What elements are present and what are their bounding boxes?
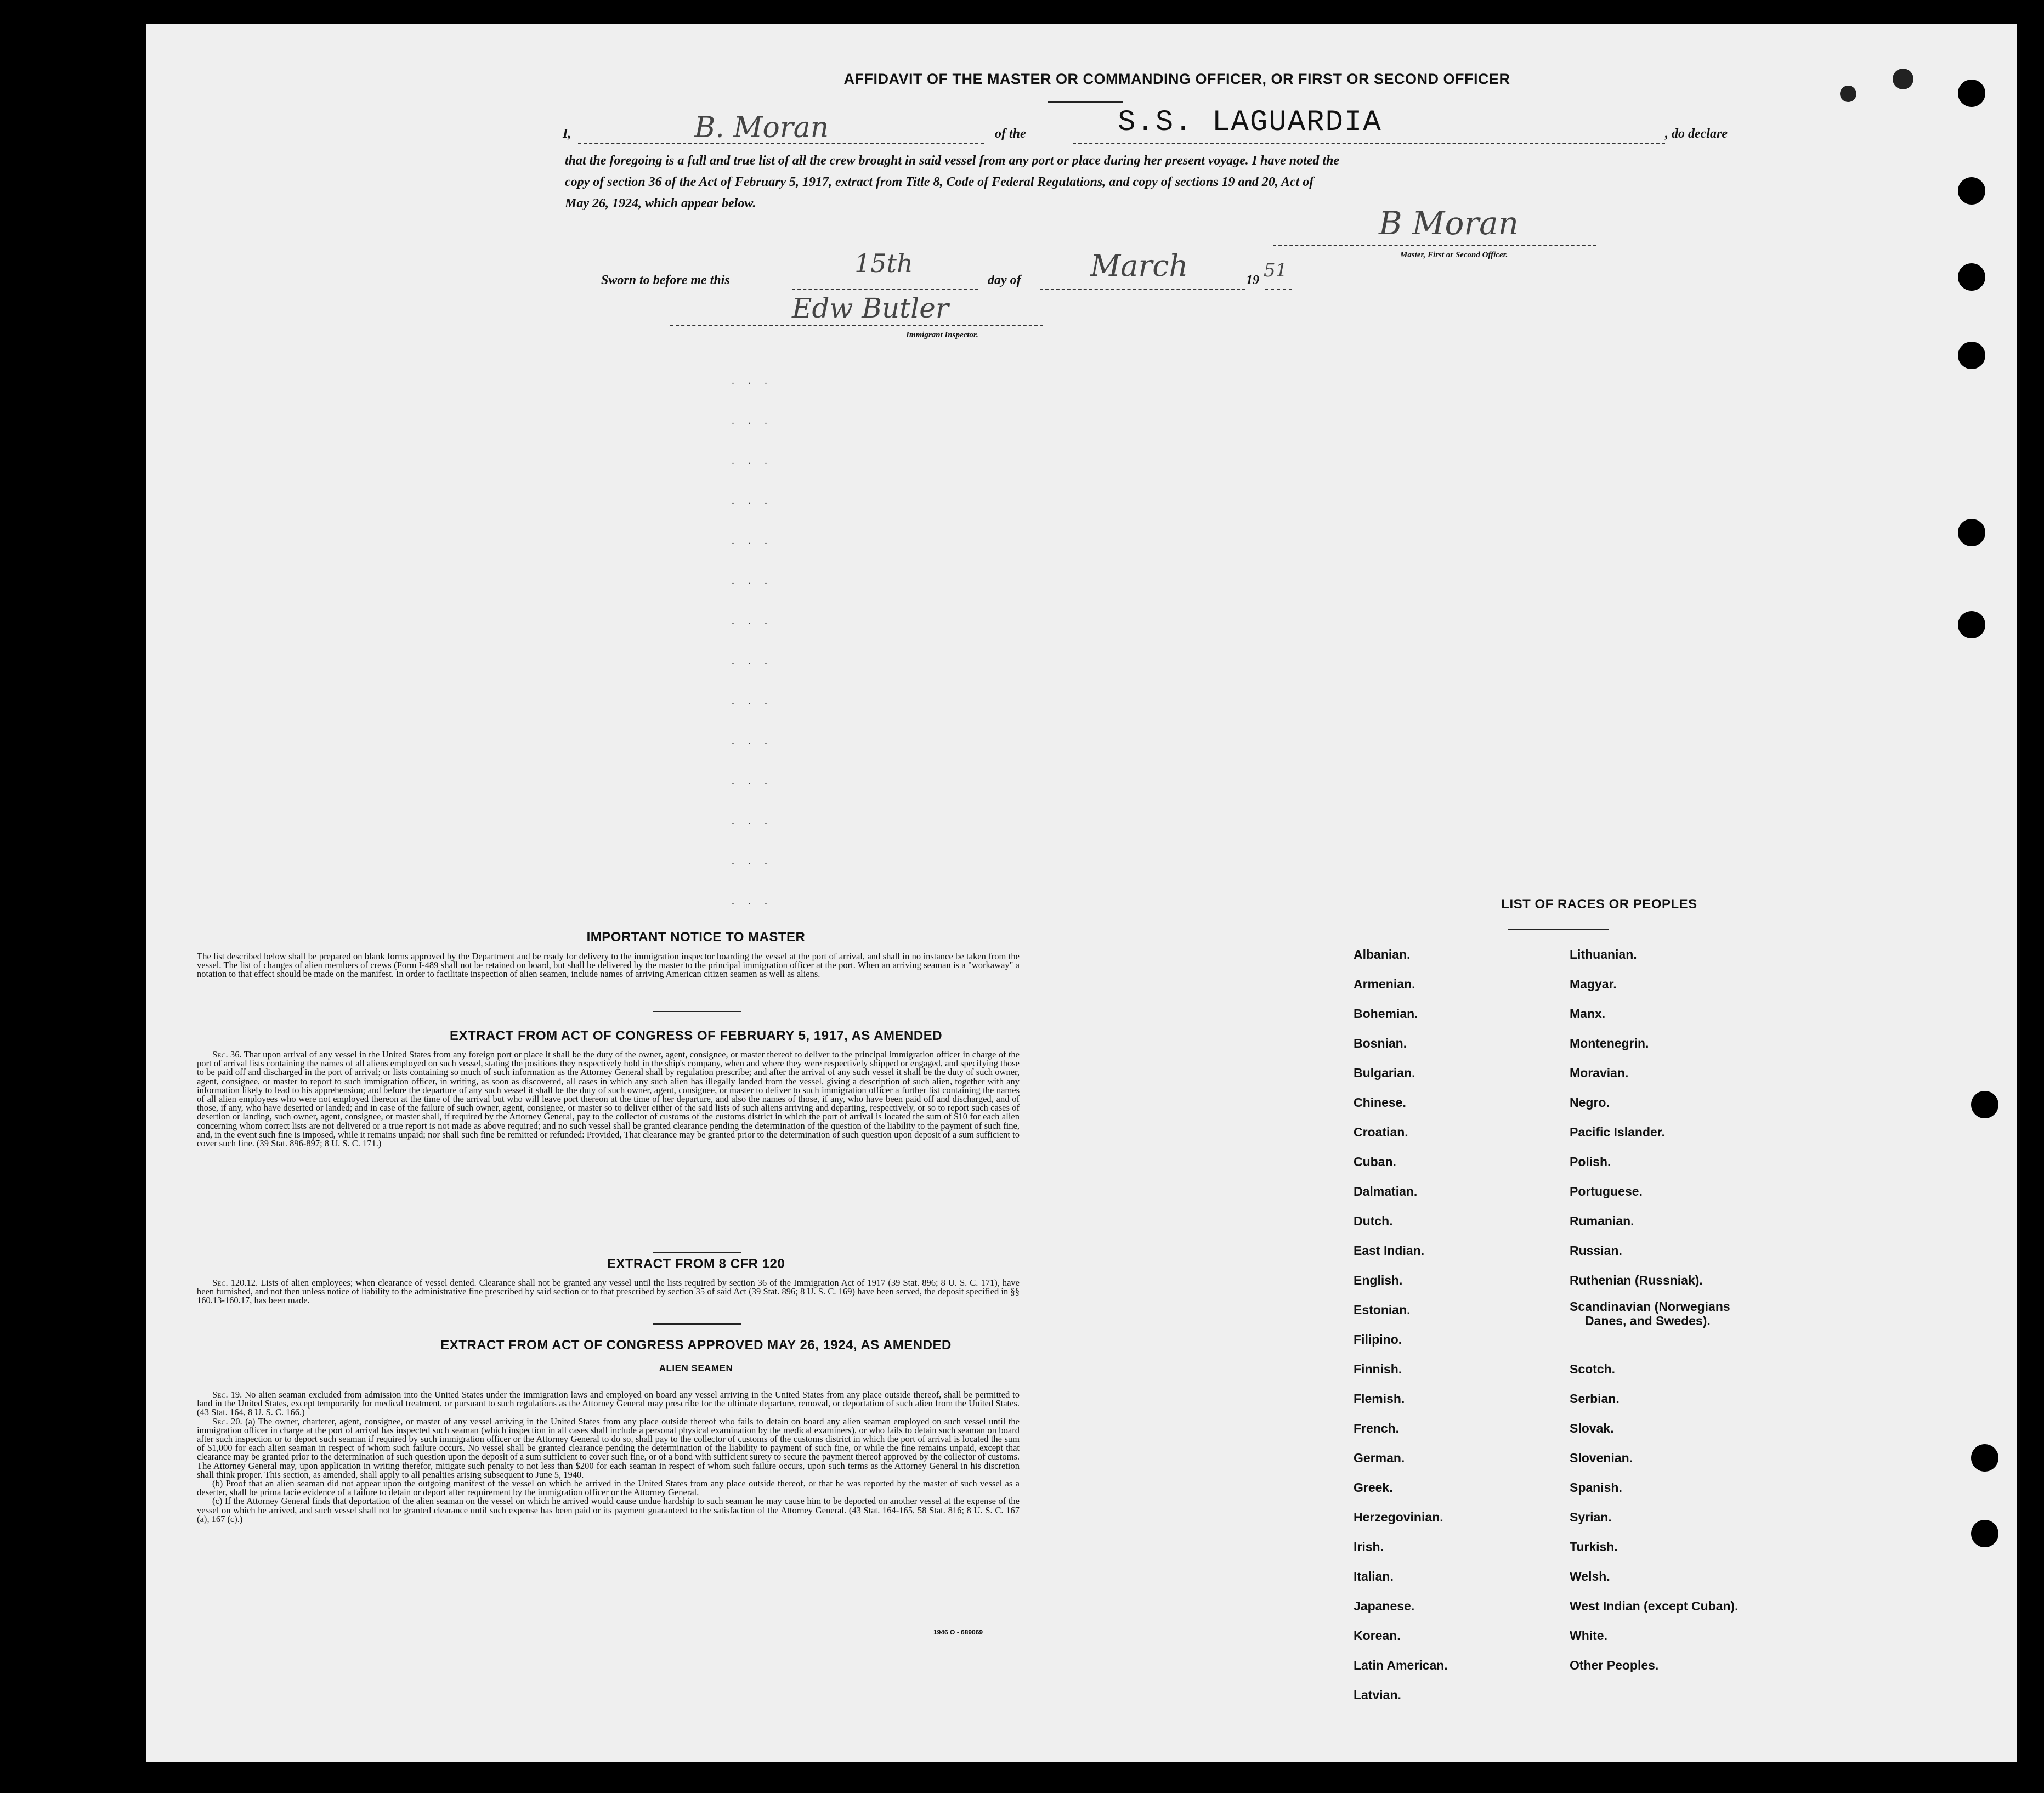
declaration-line-2: copy of section 36 of the Act of February 5, 1917, extract from Title 8, Code of Federal Regulations, and copy of sections 19 and 20, Act of	[565, 175, 1314, 189]
continuation-mark: . . .	[732, 415, 773, 427]
race-right-item: Turkish.	[1570, 1540, 1618, 1554]
continuation-mark: . . .	[732, 815, 773, 827]
continuation-mark: . . .	[732, 495, 773, 507]
inspector-caption: Immigrant Inspector.	[906, 331, 978, 340]
race-right-item: White.	[1570, 1628, 1607, 1643]
day-of-label: day of	[988, 273, 1021, 287]
race-left-item: French.	[1354, 1421, 1400, 1435]
declaration-line-3: May 26, 1924, which appear below.	[565, 196, 756, 211]
race-left-item: English.	[1354, 1273, 1403, 1287]
printer-mark: 1946 O - 689069	[933, 1628, 983, 1636]
race-right-item: Moravian.	[1570, 1066, 1629, 1080]
race-right-item: Spanish.	[1570, 1480, 1622, 1495]
race-left-item: Latin American.	[1354, 1658, 1448, 1672]
vessel-name: S.S. LAGUARDIA	[1118, 106, 1382, 139]
affidavit-title: AFFIDAVIT OF THE MASTER OR COMMANDING OFFICER, OR FIRST OR SECOND OFFICER	[843, 71, 1510, 87]
race-right-item: West Indian (except Cuban).	[1570, 1599, 1739, 1613]
continuation-mark: . . .	[732, 575, 773, 587]
title-rule	[1048, 101, 1123, 103]
race-left-item: Dutch.	[1354, 1214, 1393, 1228]
sec-36-text: That upon arrival of any vessel in the United States from any foreign port or place it shall be the duty of the owner, agent, consignee, or master thereof to deliver to the principal immigration officer in charge of the port of arrival lists containing the names of all aliens employed on such vessel, stating the positions they respectively hold in the ship's company, when and where they were respectively shipped or engaged, and specifying those to be paid off and discharged in the port of arrival; or lists containing so much of such information as the Attorney General shall by regulation prescribe; and after the arrival of any such vessel it shall be the duty of such owner, agent, consignee, or master to report to such immigration officer, in writing, as soon as discovered, all cases in which any such alien has illegally landed from the vessel, giving a description of such alien, together with any information likely to lead to his apprehension; and before the departure of any such vessel it shall be the duty of such owner, agent, consignee, or master to deliver to such immigration officer a further list containing the names of all alien employees who were not employed thereon at the time of the arrival but who will leave port thereon at the time of her departure, and also the names of those, if any, who have been paid off and discharged, and of those, if any, who have deserted or landed; and in case of the failure of such owner, agent, consignee, or master so to deliver either of the said lists of such aliens arriving and departing, respectively, or so to report such cases of desertion or landing, such owner, agent, consignee, or master shall, if required by the Attorney General, pay to the collector of customs of the customs district in which the port of arrival is located the sum of $10 for each alien concerning whom correct lists are not delivered or a true report is not made as above required; and no such vessel shall be granted clearance pending the determination of the question of the liability to the payment of such fine, and, in the event such fine is imposed, while it remains unpaid; nor shall such fine be remitted or refunded: Provided, That clearance may be granted prior to the determination of such question upon deposit of a sum sufficient to cover such fine. (39 Stat. 896-897; 8 U. S. C. 171.)	[197, 1049, 1020, 1149]
sworn-month: March	[1090, 248, 1188, 283]
declarant-i-label: I,	[563, 127, 571, 141]
race-right-item: Serbian.	[1570, 1392, 1620, 1406]
race-left-item: Italian.	[1354, 1569, 1394, 1583]
extract-1917-heading: EXTRACT FROM ACT OF CONGRESS OF FEBRUARY 5, 1917, AS AMENDED	[449, 1028, 943, 1043]
race-right-item: Portuguese.	[1570, 1184, 1643, 1198]
section-rule	[653, 1252, 741, 1253]
race-left-item: Japanese.	[1354, 1599, 1415, 1613]
inspector-signature-line	[670, 325, 1043, 326]
inspector-signature: Edw Butler	[792, 292, 949, 324]
race-right-item: Welsh.	[1570, 1569, 1610, 1583]
sec-20-b-text: (b) Proof that an alien seaman did not appear upon the outgoing manifest of the vessel on which he arrived in the United States from any place outside thereof, or that he was reported by the master of such vessel as a deserter, shall be prima facie evidence of a failure to detain or deport after requirement by the immigration officer or the Attorney General.	[197, 1478, 1020, 1498]
continuation-mark: . . .	[732, 695, 773, 707]
race-right-item: Montenegrin.	[1570, 1036, 1649, 1050]
race-left-item: Bulgarian.	[1354, 1066, 1415, 1080]
race-left-item: Flemish.	[1354, 1392, 1405, 1406]
master-signature: B Moran	[1379, 205, 1519, 242]
race-left-item: Dalmatian.	[1354, 1184, 1418, 1198]
race-left-item: Armenian.	[1354, 977, 1415, 991]
of-the-label: of the	[995, 127, 1026, 141]
sworn-day-line	[792, 289, 978, 290]
binder-hole	[1971, 1520, 1998, 1547]
continuation-mark: . . .	[732, 775, 773, 787]
binder-hole	[1958, 342, 1985, 369]
race-left-item: Cuban.	[1354, 1155, 1396, 1169]
sec-120-12-label: Sec. 120.12.	[212, 1277, 258, 1288]
race-left-item: Herzegovinian.	[1354, 1510, 1443, 1524]
year-line	[1265, 289, 1292, 290]
sec-19-text: No alien seaman excluded from admission into the United States under the immigration laws and employed on board any vessel arriving in the United States from any place outside thereof, shall be permitted to land in the United States, except temporarily for medical treatment, or pursuant to such regulations as the Attorney General may prescribe for the ultimate departure, removal, or deportation of such alien from the United States. (43 Stat. 164, 8 U. S. C. 166.)	[197, 1389, 1020, 1418]
binder-hole	[1958, 263, 1985, 291]
race-left-item: East Indian.	[1354, 1243, 1425, 1258]
extract-1924-heading: EXTRACT FROM ACT OF CONGRESS APPROVED MAY 26, 1924, AS AMENDED	[440, 1338, 952, 1353]
sworn-month-line	[1040, 289, 1245, 290]
race-right-item: Negro.	[1570, 1095, 1610, 1110]
race-right-item: Magyar.	[1570, 977, 1617, 991]
notice-text: The list described below shall be prepared on blank forms approved by the Department and be ready for delivery to the immigration inspector boarding the vessel at the port of arrival, and shall in no instance be taken from the vessel. The list of changes of alien members of crews (Form I-489 shall not be retained on board, but shall be delivered by the master to the principal immigration officer at the port. When an arriving seaman is a "workaway" a notation to that effect should be made on the manifest. In order to facilitate inspection of alien seamen, include names of arriving American citizen seamen as well as aliens.	[197, 951, 1020, 980]
races-title-rule	[1508, 929, 1609, 930]
race-right-item: Slovenian.	[1570, 1451, 1633, 1465]
race-right-item: Other Peoples.	[1570, 1658, 1659, 1672]
race-left-item: Latvian.	[1354, 1688, 1401, 1702]
notice-heading: IMPORTANT NOTICE TO MASTER	[586, 930, 806, 944]
continuation-mark: . . .	[732, 455, 773, 467]
race-right-item-scandinavian	[1570, 1299, 1730, 1328]
continuation-mark: . . .	[732, 855, 773, 867]
continuation-mark: . . .	[732, 895, 773, 907]
punch-mark	[1840, 86, 1856, 102]
race-scandinavian-line2: Danes, and Swedes).	[1585, 1314, 1711, 1328]
extract-1924-sections	[197, 1390, 1020, 1524]
race-right-item: Scotch.	[1570, 1362, 1616, 1376]
sec-19-label: Sec. 19.	[212, 1389, 242, 1400]
sec-20-label: Sec. 20.	[212, 1416, 242, 1427]
race-right-item: Slovak.	[1570, 1421, 1614, 1435]
race-right-item: Russian.	[1570, 1243, 1622, 1258]
binder-hole	[1958, 177, 1985, 205]
race-right-item: Rumanian.	[1570, 1214, 1634, 1228]
race-left-item: Bosnian.	[1354, 1036, 1407, 1050]
race-right-item: Pacific Islander.	[1570, 1125, 1665, 1139]
race-left-item: Irish.	[1354, 1540, 1384, 1554]
do-declare-label: , do declare	[1665, 127, 1728, 141]
race-left-item: Greek.	[1354, 1480, 1393, 1495]
binder-hole	[1958, 80, 1985, 107]
sworn-day: 15th	[854, 248, 913, 278]
continuation-mark: . . .	[732, 735, 773, 747]
race-right-item: Lithuanian.	[1570, 947, 1637, 961]
sworn-label: Sworn to before me this	[601, 273, 730, 287]
binder-hole	[1958, 611, 1985, 638]
sec-20-c-text: (c) If the Attorney General finds that deportation of the alien seaman on the vessel on which he arrived would cause undue hardship to such seaman he may cause him to be deported on another vessel at the expense of the vessel on which he arrived, and such vessel shall not be granted clearance until such expense has been paid or its payment guaranteed to the satisfaction of the Attorney General. (43 Stat. 164-165, 58 Stat. 816; 8 U. S. C. 167 (a), 167 (c).)	[197, 1496, 1020, 1524]
extract-cfr-section	[197, 1279, 1020, 1305]
master-signature-line	[1273, 245, 1596, 246]
extract-cfr-heading: EXTRACT FROM 8 CFR 120	[607, 1257, 785, 1271]
race-left-item: Korean.	[1354, 1628, 1401, 1643]
race-right-item: Polish.	[1570, 1155, 1611, 1169]
continuation-mark: . . .	[732, 535, 773, 547]
race-left-item: Finnish.	[1354, 1362, 1402, 1376]
continuation-mark: . . .	[732, 655, 773, 667]
sec-36-label: Sec. 36.	[212, 1049, 242, 1060]
sec-20-text: (a) The owner, charterer, agent, consignee, or master of any vessel arriving in the United States from any place outside thereof who fails to detain on board any alien seaman employed on such vessel until the immigration officer in charge at the port of arrival has inspected such seaman (which inspection in all cases shall include a personal physical examination by the medical examiners), or who fails to detain such seaman on board after such inspection or to deport such seaman if required by such immigration officer or the Attorney General to do so, shall pay to the collector of customs of the customs district in which the port of arrival is located the sum of $1,000 for each alien seaman in respect of whom such failure occurs. No vessel shall be granted clearance pending the determination of the liability to payment of such fine, or while the fine remains unpaid, except that clearance may be granted prior to the determination of such question upon the deposit of a sum sufficient to cover such fine, or of a bond with sufficient surety to secure the payment thereof approved by the collector of customs. The Attorney General may, upon application in writing therefor, mitigate such penalty to not less than $200 for each seaman in respect of whom such failure occurs, upon such terms as the Attorney General in his discretion shall think proper. This section, as amended, shall apply to all penalties arising subsequent to June 5, 1940.	[197, 1416, 1020, 1480]
race-left-item: Albanian.	[1354, 947, 1411, 961]
officer-name-handwritten: B. Moran	[694, 111, 829, 144]
binder-hole	[1971, 1444, 1998, 1472]
declaration-line-1: that the foregoing is a full and true list of all the crew brought in said vessel from any port or place during her present voyage. I have noted the	[565, 154, 1340, 168]
race-left-item: Chinese.	[1354, 1095, 1406, 1110]
continuation-mark: . . .	[732, 375, 773, 387]
race-left-item: Bohemian.	[1354, 1006, 1418, 1021]
year-prefix: 19	[1246, 273, 1259, 287]
form-page	[146, 24, 2017, 1762]
punch-mark	[1893, 69, 1913, 89]
master-caption: Master, First or Second Officer.	[1400, 251, 1508, 259]
extract-1917-section	[197, 1050, 1020, 1148]
binder-hole	[1971, 1091, 1998, 1118]
year-suffix: 51	[1264, 259, 1288, 281]
race-left-item: Estonian.	[1354, 1303, 1411, 1317]
race-left-item: Filipino.	[1354, 1332, 1402, 1347]
binder-hole	[1958, 519, 1985, 546]
vessel-name-line	[1073, 143, 1665, 144]
race-left-item: Croatian.	[1354, 1125, 1408, 1139]
race-scandinavian-line1: Scandinavian (Norwegians	[1570, 1299, 1730, 1314]
race-right-item: Manx.	[1570, 1006, 1606, 1021]
race-right-item: Syrian.	[1570, 1510, 1612, 1524]
alien-seamen-subheading: ALIEN SEAMEN	[659, 1363, 733, 1373]
race-right-item: Ruthenian (Russniak).	[1570, 1273, 1703, 1287]
sec-120-12-text: Lists of alien employees; when clearance of vessel denied. Clearance shall not be granted any vessel until the lists required by section 36 of the Immigration Act of 1917 (39 Stat. 896; 8 U. S. C. 171), have been furnished, and not then unless notice of liability to the administrative fine prescribed by said section or to that prescribed by section 35 of said Act (39 Stat. 896; 8 U. S. C. 169) have been served, the deposit specified in §§ 160.13-160.17, has been made.	[197, 1277, 1020, 1306]
race-left-item: German.	[1354, 1451, 1405, 1465]
section-rule	[653, 1323, 741, 1325]
continuation-mark: . . .	[732, 615, 773, 627]
section-rule	[653, 1011, 741, 1012]
races-heading: LIST OF RACES OR PEOPLES	[1501, 897, 1697, 912]
